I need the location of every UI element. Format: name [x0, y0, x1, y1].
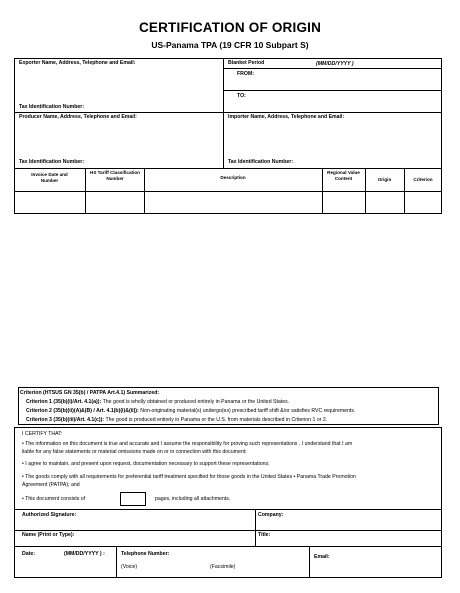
blanket-to-label: TO: [237, 93, 246, 99]
voice-label: (Voice) [121, 564, 138, 570]
name-label: Name (Print or Type): [22, 532, 75, 538]
telephone-label: Telephone Number: [121, 551, 170, 557]
page-subtitle: US-Panama TPA (19 CFR 10 Subpart S) [151, 40, 309, 50]
certify-bullet-2: • I agree to maintain, and present upon request, documentation necessary to support these representations; [22, 461, 270, 467]
criterion-1: Criterion 1 (35(b)(i)/Art. 4.1(a)): The good is wholly obtained or produced entirely in Panama or the United States. [26, 399, 290, 405]
page-count-input[interactable] [120, 492, 146, 506]
facsimile-label: (Facsimile) [210, 564, 236, 570]
col-hs-tariff: HS Tariff Classification Number [90, 170, 140, 181]
col-description: Description [220, 175, 246, 180]
criterion-2: Criterion 2 (35(b)(ii)(A)&(B) / Art. 4.1(b)(i)&(ii)): Non-originating material(s) undergo(es) prescribed tariff shift &/or satisfies RVC requirements. [26, 408, 356, 414]
authorized-signature-label: Authorized Signature: [22, 512, 77, 518]
blanket-period-label: Blanket Period [228, 60, 265, 66]
certify-bullet-4-suffix: pages, including all attachments. [155, 496, 231, 502]
certify-bullet-4-prefix: • This document consists of [22, 496, 86, 502]
criterion-3: Criterion 3 (35(b)(iii)/Art. 4.1(c)): The good is produced entirely in Panama or the U.S. from materials described in Criterion 1 or 2. [26, 417, 328, 423]
col-criterion: Criterion [413, 177, 433, 182]
producer-tax-id-label: Tax Identification Number: [19, 159, 85, 165]
producer-label: Producer Name, Address, Telephone and Email: [19, 114, 137, 120]
col-invoice: Invoice Date and Number [31, 172, 68, 183]
certify-bullet-1-line-2: liable for any false statements or material omissions made on or in connection with this document; [22, 449, 247, 455]
title-label: Title: [258, 532, 271, 538]
blanket-from-label: FROM: [237, 71, 254, 77]
col-rvc: Regional Value Content [327, 170, 360, 181]
certify-heading: I CERTIFY THAT: [22, 431, 63, 437]
certify-bullet-3-line-2: Agreement (PATPA); and [22, 482, 80, 488]
exporter-label: Exporter Name, Address, Telephone and Email: [19, 60, 136, 66]
criterion-heading: Criterion (HTSUS GN 35(b) / PATPA Art.4.1) Summarized: [20, 390, 160, 396]
company-label: Company: [258, 512, 284, 518]
email-label: Email: [314, 554, 330, 560]
col-origin: Origin [377, 177, 392, 182]
date-format-label: (MM/DD/YYYY ) : [64, 551, 105, 557]
page-title: CERTIFICATION OF ORIGIN [138, 20, 322, 35]
certify-bullet-3-line-1: • The goods comply with all requirements for preferential tariff treatment specified for those goods in the United States • Panama Trade Promotion [22, 474, 356, 480]
certify-bullet-1-line-1: • The information on this document is true and accurate and I assume the responsibility for proving such representations . I understand that I am [22, 441, 353, 447]
importer-label: Importer Name, Address, Telephone and Email: [228, 114, 345, 120]
blanket-date-format: (MM/DD/YYYY ) [316, 61, 354, 67]
date-label: Date: [22, 551, 35, 557]
importer-tax-id-label: Tax Identification Number: [228, 159, 294, 165]
exporter-tax-id-label: Tax Identification Number: [19, 104, 85, 110]
